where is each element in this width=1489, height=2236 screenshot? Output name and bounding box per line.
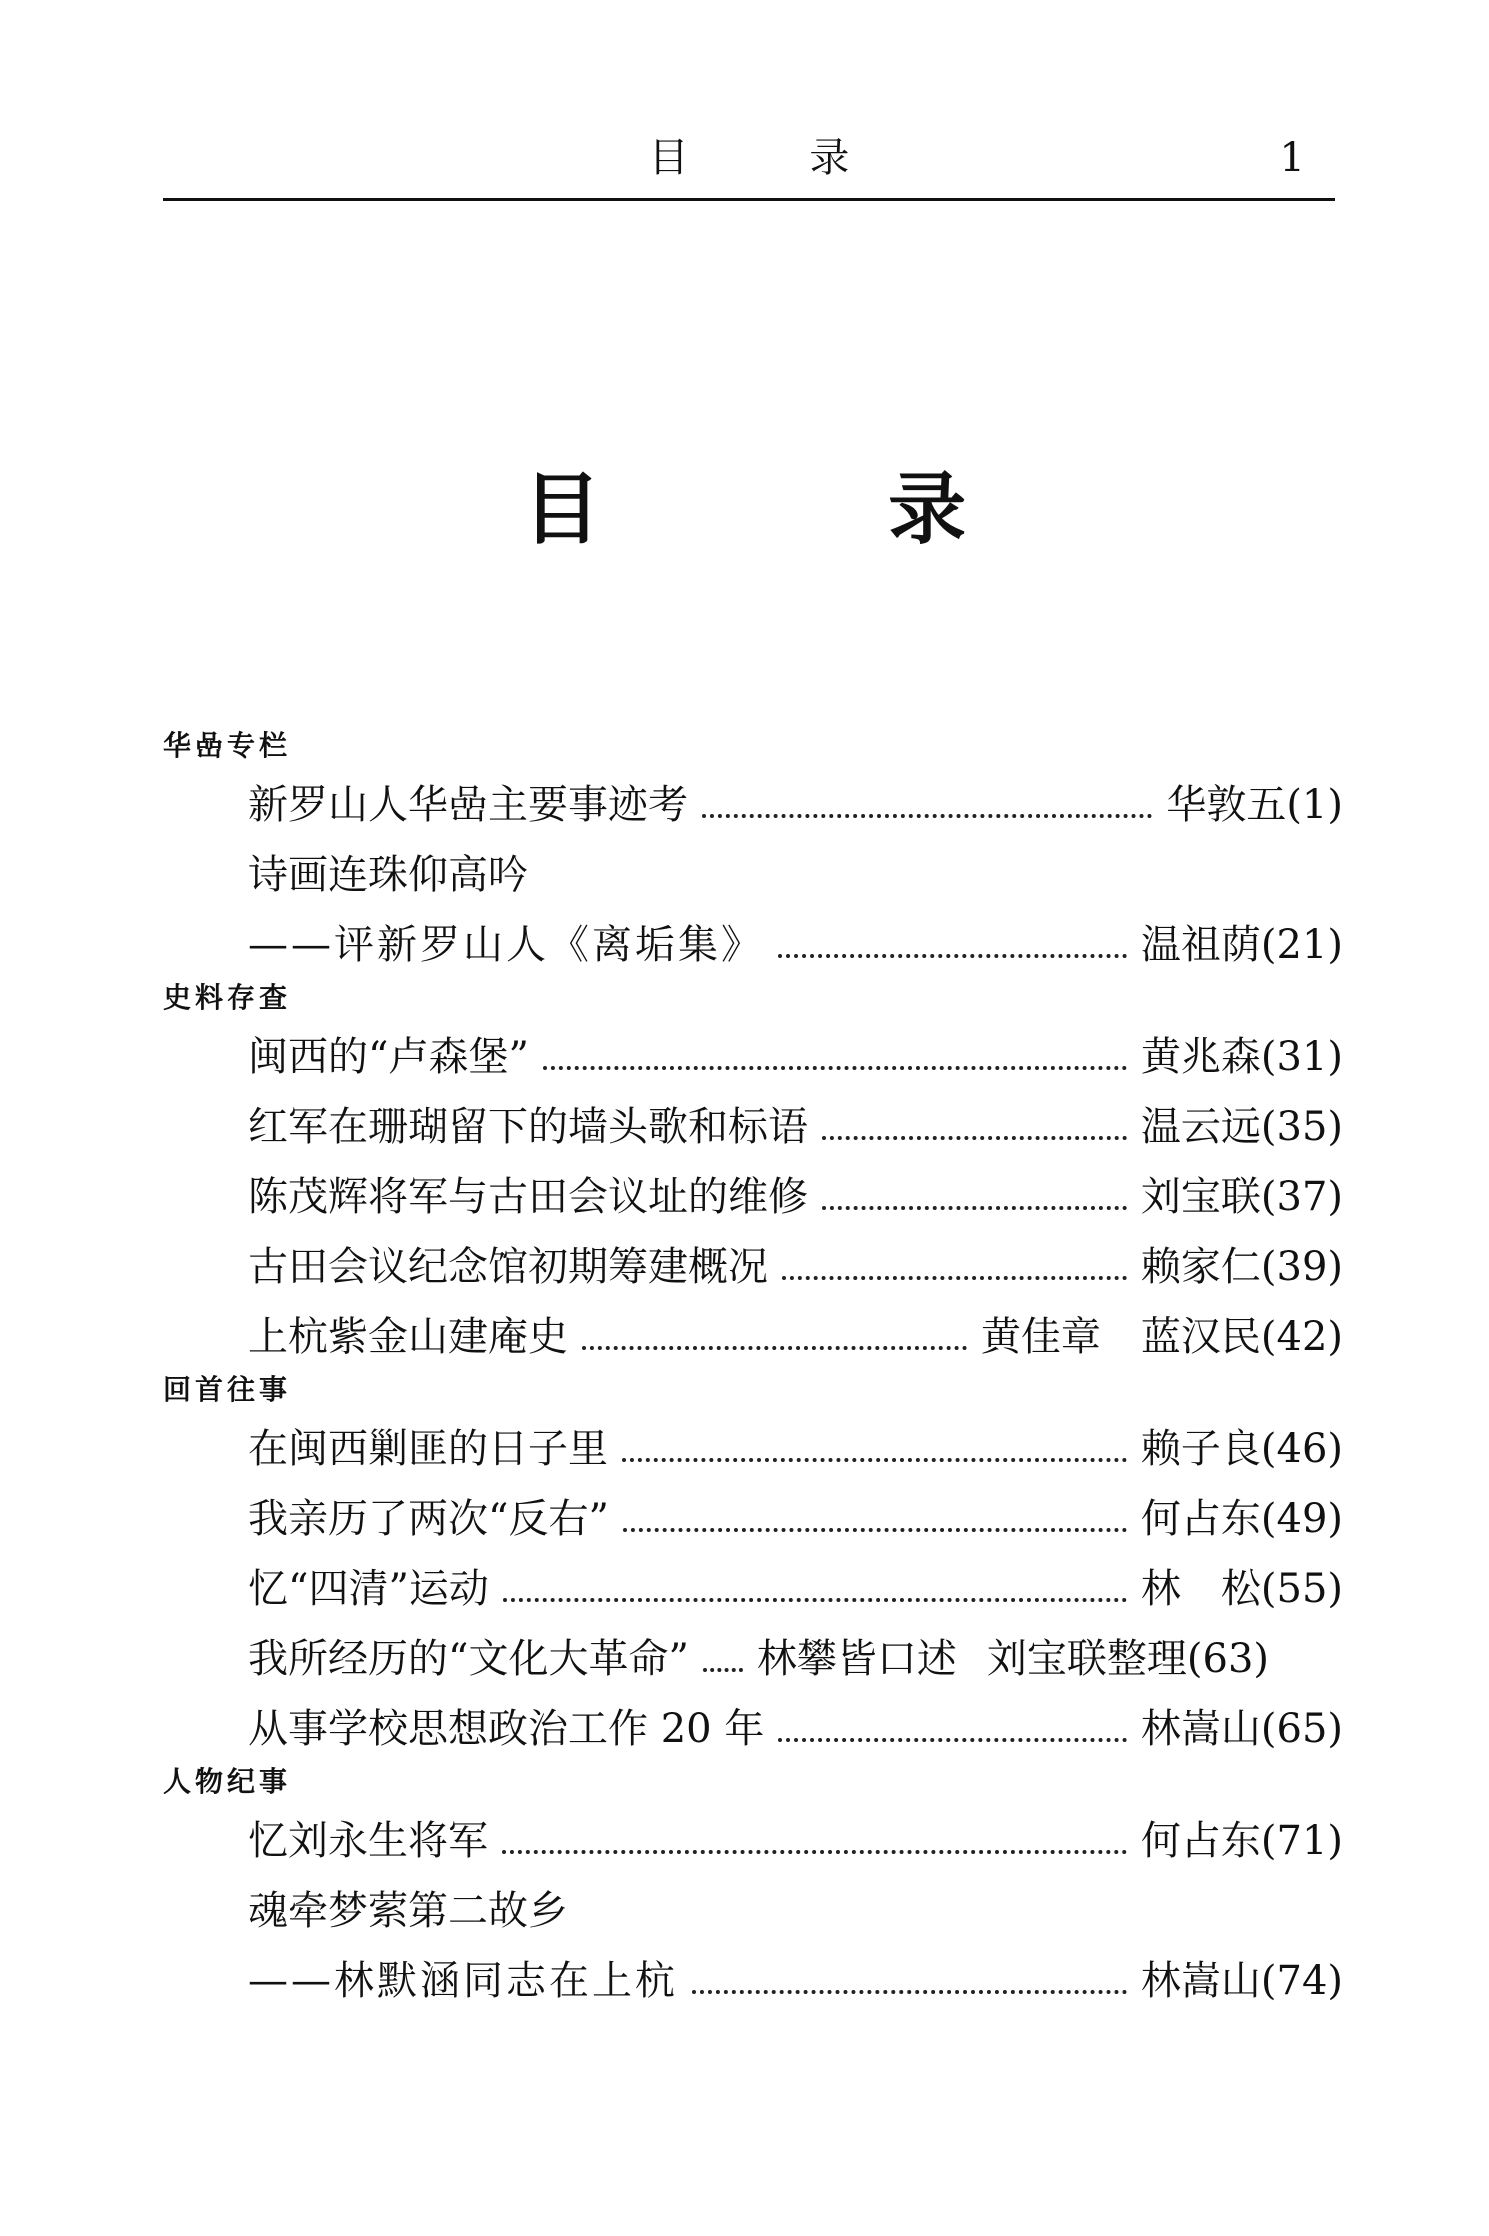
entry-author: 蓝汉民 xyxy=(1140,1314,1261,1360)
entry-title: 在闽西剿匪的日子里 xyxy=(248,1426,608,1472)
entry-page: (42) xyxy=(1260,1314,1343,1360)
dot-leader xyxy=(778,1737,1127,1742)
entry-title: 忆刘永生将军 xyxy=(248,1818,488,1864)
entry-page: (46) xyxy=(1260,1426,1343,1472)
toc-entry[interactable] xyxy=(248,1408,1343,1478)
entry-page: (74) xyxy=(1260,1958,1343,2004)
dot-leader xyxy=(702,813,1152,818)
toc-entry[interactable] xyxy=(248,1016,1343,1086)
entry-author: 林嵩山 xyxy=(1140,1706,1261,1752)
running-header xyxy=(163,118,1335,201)
toc-entry[interactable] xyxy=(248,1478,1343,1548)
entry-subtitle: ——评新罗山人《离垢集》 xyxy=(248,922,764,968)
entry-author: 华敦五 xyxy=(1166,782,1287,828)
section-heading: 人物纪事 xyxy=(163,1765,292,1798)
entry-author: 赖家仁 xyxy=(1140,1244,1261,1290)
entry-page: (21) xyxy=(1260,922,1343,968)
entry-author: 黄兆森 xyxy=(1140,1034,1261,1080)
dot-leader xyxy=(778,953,1127,958)
toc-entry[interactable] xyxy=(248,1086,1343,1156)
entry-page: (31) xyxy=(1260,1034,1343,1080)
toc-entry-subtitle-line[interactable] xyxy=(248,1940,1343,2010)
entry-author: 温祖荫 xyxy=(1140,922,1261,968)
section-heading: 华嵒专栏 xyxy=(163,729,292,762)
toc-entry[interactable] xyxy=(248,1156,1343,1226)
entry-title: 陈茂辉将军与古田会议址的维修 xyxy=(248,1174,808,1220)
entry-page: (39) xyxy=(1260,1244,1343,1290)
dot-leader xyxy=(822,1205,1127,1210)
toc-entry-title-line[interactable] xyxy=(248,1870,1343,1940)
entry-coauthor: 林攀皆口述 xyxy=(756,1636,957,1682)
toc-entry[interactable] xyxy=(248,1296,1343,1366)
entry-title: 红军在珊瑚留下的墙头歌和标语 xyxy=(248,1104,808,1150)
entry-page: (37) xyxy=(1260,1174,1343,1220)
toc-entry[interactable] xyxy=(248,1618,1343,1688)
entry-author: 林嵩山 xyxy=(1140,1958,1261,2004)
toc-entry[interactable] xyxy=(248,1226,1343,1296)
entry-author: 温云远 xyxy=(1140,1104,1261,1150)
entry-author: 赖子良 xyxy=(1140,1426,1261,1472)
dot-leader xyxy=(582,1345,967,1350)
toc-entry-subtitle-line[interactable] xyxy=(248,904,1343,974)
entry-page: (65) xyxy=(1260,1706,1343,1752)
dot-leader xyxy=(692,1989,1127,1994)
entry-page: (1) xyxy=(1286,782,1343,828)
entry-title: 新罗山人华嵒主要事迹考 xyxy=(248,782,688,828)
entry-page: (55) xyxy=(1260,1566,1343,1612)
entry-page: (49) xyxy=(1260,1496,1343,1542)
entry-title: 忆“四清”运动 xyxy=(248,1566,489,1612)
dot-leader xyxy=(623,1527,1127,1532)
entry-page: (71) xyxy=(1260,1818,1343,1864)
entry-author: 林 松 xyxy=(1140,1566,1261,1612)
entry-title: 闽西的“卢森堡” xyxy=(248,1034,529,1080)
dot-leader xyxy=(703,1667,743,1672)
page-title: 目 录 xyxy=(522,464,1097,555)
entry-coauthor: 黄佳章 xyxy=(980,1314,1101,1360)
toc-entry[interactable] xyxy=(248,764,1343,834)
toc-entry[interactable] xyxy=(248,1548,1343,1618)
entry-author: 何占东 xyxy=(1140,1818,1261,1864)
dot-leader xyxy=(782,1275,1127,1280)
dot-leader xyxy=(822,1135,1127,1140)
entry-title: 古田会议纪念馆初期筹建概况 xyxy=(248,1244,768,1290)
entry-title: 诗画连珠仰高吟 xyxy=(248,852,528,898)
dot-leader xyxy=(503,1597,1127,1602)
dot-leader xyxy=(622,1457,1127,1462)
section-heading: 史料存查 xyxy=(163,981,292,1014)
dot-leader xyxy=(543,1065,1127,1070)
entry-author: 何占东 xyxy=(1140,1496,1261,1542)
entry-title: 我亲历了两次“反右” xyxy=(248,1496,609,1542)
entry-title: 从事学校思想政治工作 20 年 xyxy=(248,1706,765,1752)
page-number: 1 xyxy=(1279,135,1305,181)
entry-page: (63) xyxy=(1186,1636,1270,1682)
toc-entry[interactable] xyxy=(248,1688,1343,1758)
entry-title: 我所经历的“文化大革命” xyxy=(248,1636,689,1682)
table-of-contents xyxy=(163,722,1343,2010)
entry-title: 魂牵梦萦第二故乡 xyxy=(248,1888,568,1934)
entry-subtitle: ——林默涵同志在上杭 xyxy=(248,1958,678,2004)
entry-title: 上杭紫金山建庵史 xyxy=(248,1314,568,1360)
dot-leader xyxy=(502,1849,1127,1854)
toc-entry[interactable] xyxy=(248,1800,1343,1870)
entry-author: 刘宝联 xyxy=(1140,1174,1261,1220)
section-heading: 回首往事 xyxy=(163,1373,292,1406)
entry-author: 刘宝联整理 xyxy=(986,1636,1187,1682)
entry-page: (35) xyxy=(1260,1104,1343,1150)
toc-entry-title-line[interactable] xyxy=(248,834,1343,904)
header-title: 目 录 xyxy=(648,135,904,181)
